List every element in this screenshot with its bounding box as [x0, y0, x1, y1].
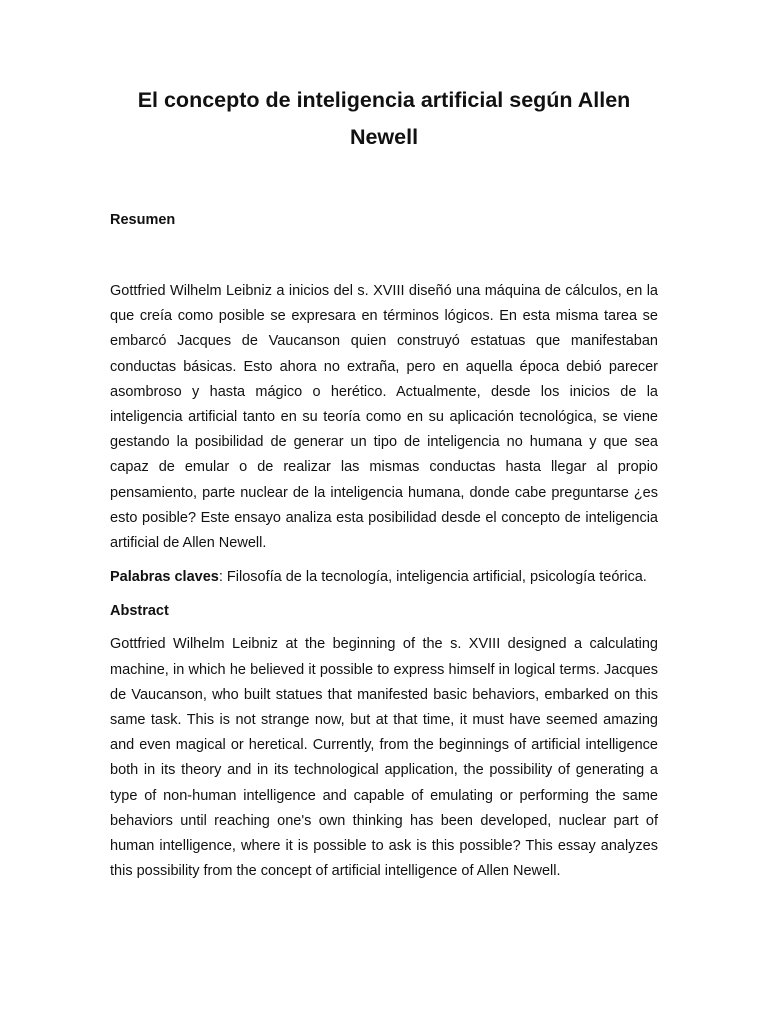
document-page — [110, 82, 658, 884]
keywords-paragraph — [110, 565, 658, 590]
abstract-paragraph: Gottfried Wilhelm Leibniz at the beginning of the s. XVIII designed a calculating machine, in which he believed it possible to express himself in logical terms. Jacques de Vaucanson, who built statues that manifested basic behaviors, embarked on this same task. This is not strange now, but at that time, it must have seemed amazing and even magical or heretical. Currently, from the beginnings of artificial intelligence both in its theory and in its technological application, the possibility of generating a type of non-human intelligence and capable of emulating or performing the same behaviors until reaching one's own thinking has been developed, nuclear part of human intelligence, where it is possible to ask is this possible? This essay analyzes this possibility from the concept of artificial intelligence of Allen Newell. — [110, 636, 658, 880]
abstract-heading: Abstract — [110, 603, 169, 620]
resumen-heading: Resumen — [110, 212, 176, 228]
keywords-label: Palabras claves — [110, 569, 219, 586]
resumen-paragraph: Gottfried Wilhelm Leibniz a inicios del s. XVIII diseñó una máquina de cálculos, en la que creía como posible se expresara en términos lógicos. En esta misma tarea se embarcó Jacques de Vaucanson quien construyó estatuas que manifestaban conductas básicas. Esto ahora no extraña, pero en aquella época debió parecer asombroso y hasta mágico o herético. Actualmente, desde los inicios de la inteligencia artificial tanto en su teoría como en su aplicación tecnológica, se viene gestando la posibilidad de generar un tipo de inteligencia no humana y que sea capaz de emular o de realizar las mismas conductas hasta llegar al propio pensamiento, parte nuclear de la inteligencia humana, donde cabe preguntarse ¿es esto posible? Este ensayo analiza esta posibilidad desde el concepto de inteligencia artificial de Allen Newell. — [110, 283, 658, 552]
document-title: El concepto de inteligencia artificial según Allen Newell — [137, 88, 631, 149]
keywords-text: : Filosofía de la tecnología, inteligencia artificial, psicología teórica. — [218, 569, 647, 586]
